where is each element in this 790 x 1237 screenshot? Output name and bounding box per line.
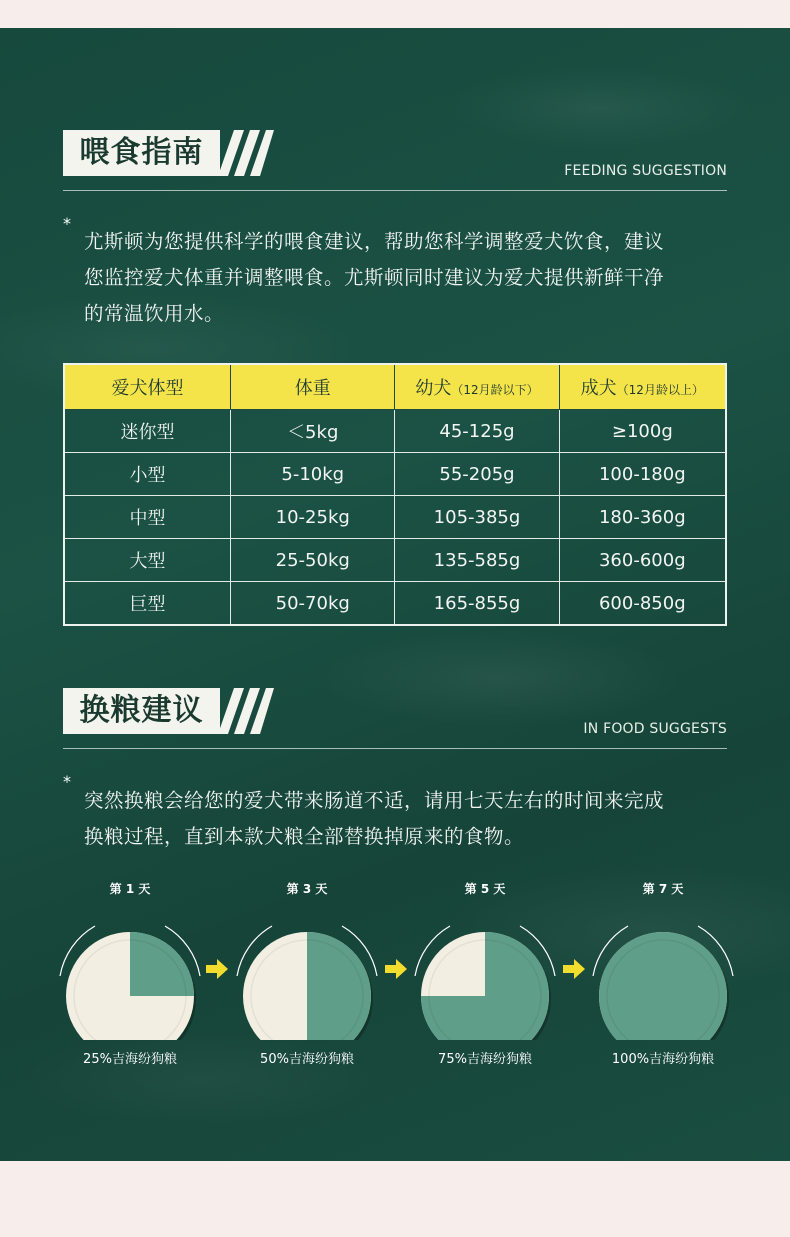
cell-size: 中型 bbox=[64, 496, 231, 539]
plate-graphic bbox=[55, 880, 205, 1040]
table-row bbox=[64, 496, 726, 539]
title-slashes-icon bbox=[214, 688, 274, 734]
cell-adult: 360-600g bbox=[559, 539, 726, 582]
cell-adult: 180-360g bbox=[559, 496, 726, 539]
plate-food-label: 100%吉海纷狗粮 bbox=[611, 1052, 715, 1067]
cell-size: 巨型 bbox=[64, 582, 231, 626]
cell-weight: 25-50kg bbox=[231, 539, 395, 582]
plate-day-7 bbox=[588, 880, 738, 1070]
cell-puppy: 55-205g bbox=[395, 453, 559, 496]
feeding-title: 喂食指南 bbox=[63, 130, 220, 176]
cell-puppy: 45-125g bbox=[395, 410, 559, 453]
plate-food-label: 25%吉海纷狗粮 bbox=[83, 1052, 177, 1067]
cell-adult: 100-180g bbox=[559, 453, 726, 496]
plate-food-label: 75%吉海纷狗粮 bbox=[438, 1052, 532, 1067]
table-header-row bbox=[64, 364, 726, 410]
plate-graphic bbox=[232, 880, 382, 1040]
cell-size: 迷你型 bbox=[64, 410, 231, 453]
feeding-line-2: 您监控爱犬体重并调整喂食。尤斯顿同时建议为爱犬提供新鲜干净 bbox=[84, 266, 665, 289]
header-adult: 成犬（12月龄以上） bbox=[559, 364, 726, 410]
plate-day-label: 第 7 天 bbox=[642, 882, 684, 896]
feeding-paragraph bbox=[84, 224, 734, 332]
arrow-right-icon bbox=[563, 959, 585, 979]
arrow-right-icon bbox=[206, 959, 228, 979]
switching-line-1: 突然换粮会给您的爱犬带来肠道不适，请用七天左右的时间来完成 bbox=[84, 789, 665, 812]
switching-paragraph bbox=[84, 783, 734, 855]
title-slashes-icon bbox=[214, 130, 274, 176]
cell-adult: ≥100g bbox=[559, 410, 726, 453]
plate-day-3 bbox=[232, 880, 382, 1070]
plate-day-5 bbox=[410, 880, 560, 1070]
cell-weight: ＜5kg bbox=[231, 410, 395, 453]
header-weight: 体重 bbox=[231, 364, 395, 410]
feeding-divider bbox=[63, 190, 727, 191]
table-row bbox=[64, 582, 726, 626]
plate-graphic bbox=[410, 880, 560, 1040]
cell-size: 大型 bbox=[64, 539, 231, 582]
plate-day-label: 第 3 天 bbox=[286, 882, 328, 896]
feeding-line-1: 尤斯顿为您提供科学的喂食建议，帮助您科学调整爱犬饮食，建议 bbox=[84, 230, 665, 253]
cell-size: 小型 bbox=[64, 453, 231, 496]
feeding-subtitle-en: FEEDING SUGGESTION bbox=[564, 163, 727, 179]
feeding-table bbox=[63, 363, 727, 626]
cell-puppy: 135-585g bbox=[395, 539, 559, 582]
cell-adult: 600-850g bbox=[559, 582, 726, 626]
table-row bbox=[64, 453, 726, 496]
cell-puppy: 105-385g bbox=[395, 496, 559, 539]
header-size: 爱犬体型 bbox=[64, 364, 231, 410]
arrow-right-icon bbox=[385, 959, 407, 979]
cell-weight: 50-70kg bbox=[231, 582, 395, 626]
feeding-line-3: 的常温饮用水。 bbox=[84, 302, 225, 325]
plate-food-label: 50%吉海纷狗粮 bbox=[260, 1052, 354, 1067]
food-portion bbox=[599, 932, 727, 1040]
table-row bbox=[64, 539, 726, 582]
cell-weight: 10-25kg bbox=[231, 496, 395, 539]
plate-day-label: 第 5 天 bbox=[464, 882, 506, 896]
switching-asterisk: * bbox=[63, 772, 71, 791]
switching-line-2: 换粮过程，直到本款犬粮全部替换掉原来的食物。 bbox=[84, 825, 525, 848]
cell-puppy: 165-855g bbox=[395, 582, 559, 626]
content-panel bbox=[0, 28, 790, 1161]
switching-divider bbox=[63, 748, 727, 749]
table-row bbox=[64, 410, 726, 453]
switching-subtitle-en: IN FOOD SUGGESTS bbox=[583, 721, 727, 737]
switching-title: 换粮建议 bbox=[63, 688, 220, 734]
feeding-asterisk: * bbox=[63, 214, 71, 233]
plate-day-label: 第 1 天 bbox=[109, 882, 151, 896]
cell-weight: 5-10kg bbox=[231, 453, 395, 496]
header-puppy: 幼犬（12月龄以下） bbox=[395, 364, 559, 410]
plate-day-1 bbox=[55, 880, 205, 1070]
plate-graphic bbox=[588, 880, 738, 1040]
